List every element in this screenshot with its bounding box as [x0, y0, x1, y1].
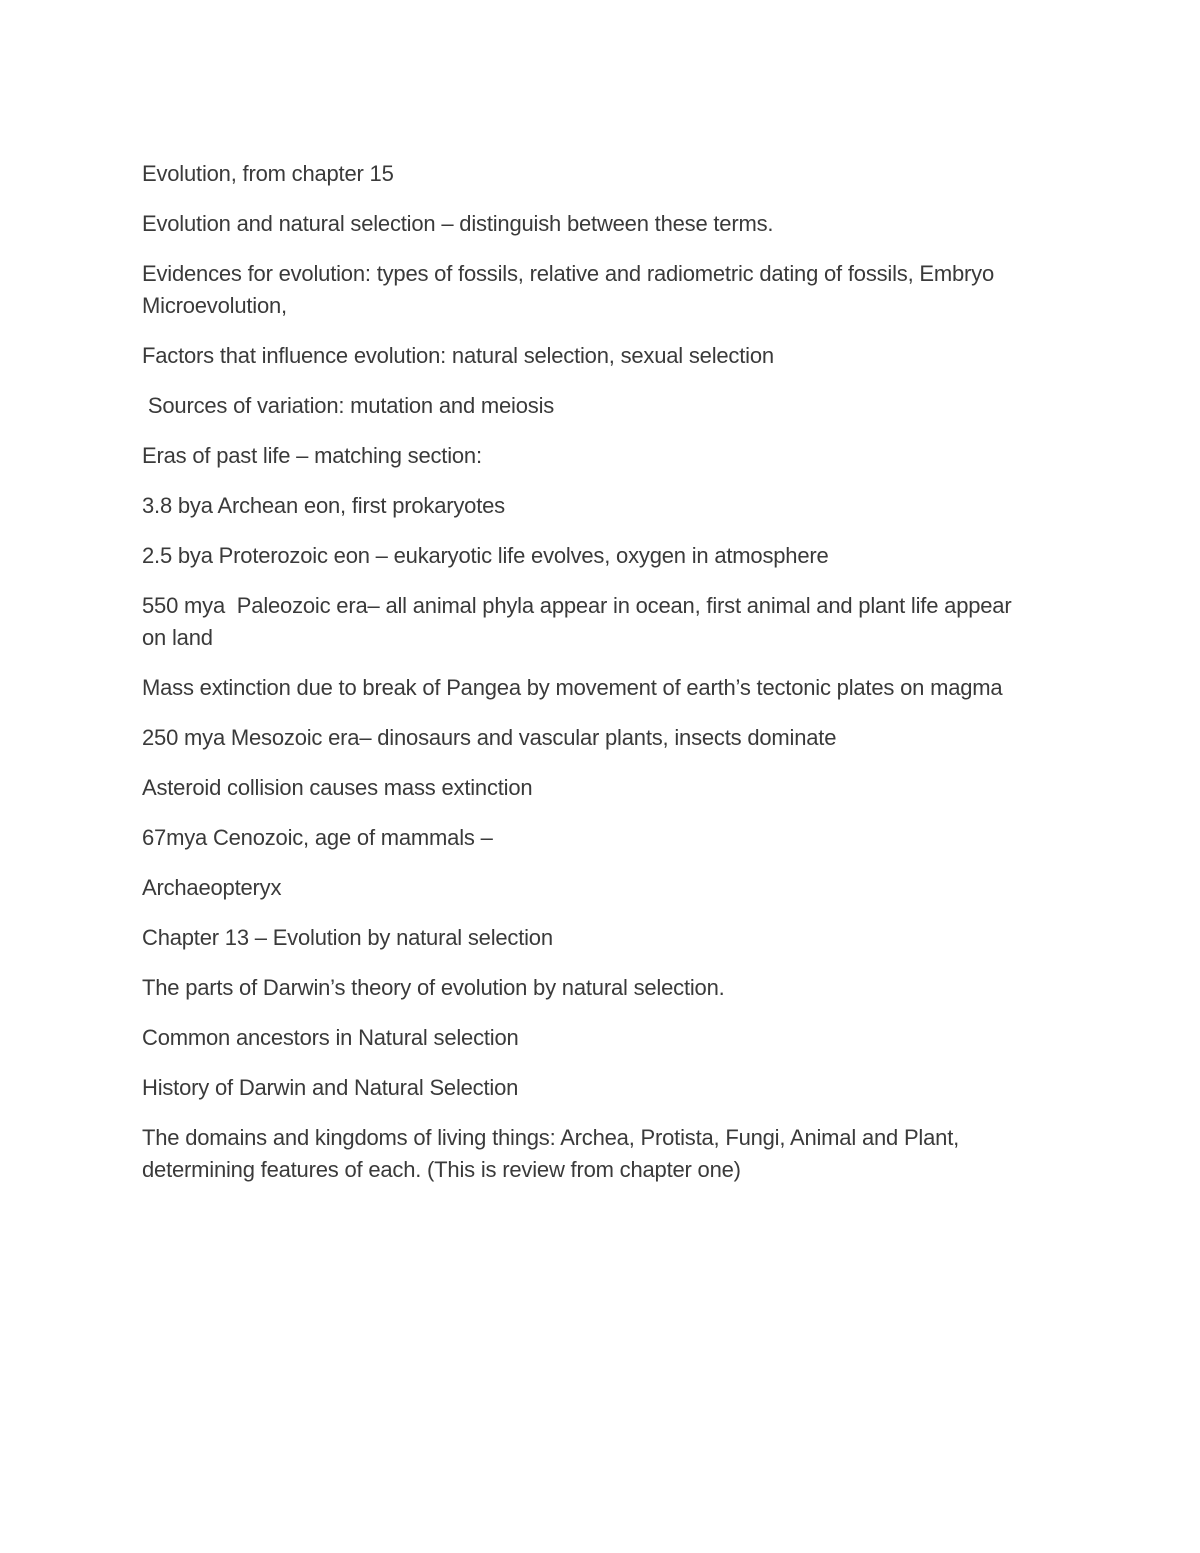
paragraph-asteroid: Asteroid collision causes mass extinction — [142, 775, 533, 800]
paragraph-archean: 3.8 bya Archean eon, first prokaryotes — [142, 493, 505, 518]
paragraph-proterozoic: 2.5 bya Proterozoic eon – eukaryotic life evolves, oxygen in atmosphere — [142, 543, 829, 568]
paragraph-title: Evolution, from chapter 15 — [142, 161, 394, 186]
paragraph-mesozoic: 250 mya Mesozoic era– dinosaurs and vascular plants, insects dominate — [142, 725, 837, 750]
paragraph-archaeopteryx: Archaeopteryx — [142, 875, 282, 900]
paragraph-factors: Factors that influence evolution: natural selection, sexual selection — [142, 343, 774, 368]
paragraph-pangea-extinction: Mass extinction due to break of Pangea by movement of earth’s tectonic plates on magma — [142, 675, 1003, 700]
paragraph-eras-heading: Eras of past life – matching section: — [142, 443, 482, 468]
paragraph-common-ancestors: Common ancestors in Natural selection — [142, 1025, 519, 1050]
paragraph-history-darwin: History of Darwin and Natural Selection — [142, 1075, 519, 1100]
paragraph-evolution-vs-selection: Evolution and natural selection – distinguish between these terms. — [142, 211, 774, 236]
paragraph-darwin-theory: The parts of Darwin’s theory of evolution by natural selection. — [142, 975, 725, 1000]
paragraph-cenozoic: 67mya Cenozoic, age of mammals – — [142, 825, 493, 850]
paragraph-evidences: Evidences for evolution: types of fossils, relative and radiometric dating of fossils, Embryo Microevolution, — [142, 261, 995, 318]
paragraph-domains-kingdoms: The domains and kingdoms of living things: Archea, Protista, Fungi, Animal and Plant, determining features of each. (This is review from chapter one) — [142, 1125, 960, 1182]
paragraph-paleozoic: 550 mya Paleozoic era– all animal phyla appear in ocean, first animal and plant life appear on land — [142, 593, 1012, 650]
document-body — [142, 158, 1072, 1204]
paragraph-variation: Sources of variation: mutation and meiosis — [142, 393, 555, 418]
paragraph-chapter-13: Chapter 13 – Evolution by natural selection — [142, 925, 553, 950]
